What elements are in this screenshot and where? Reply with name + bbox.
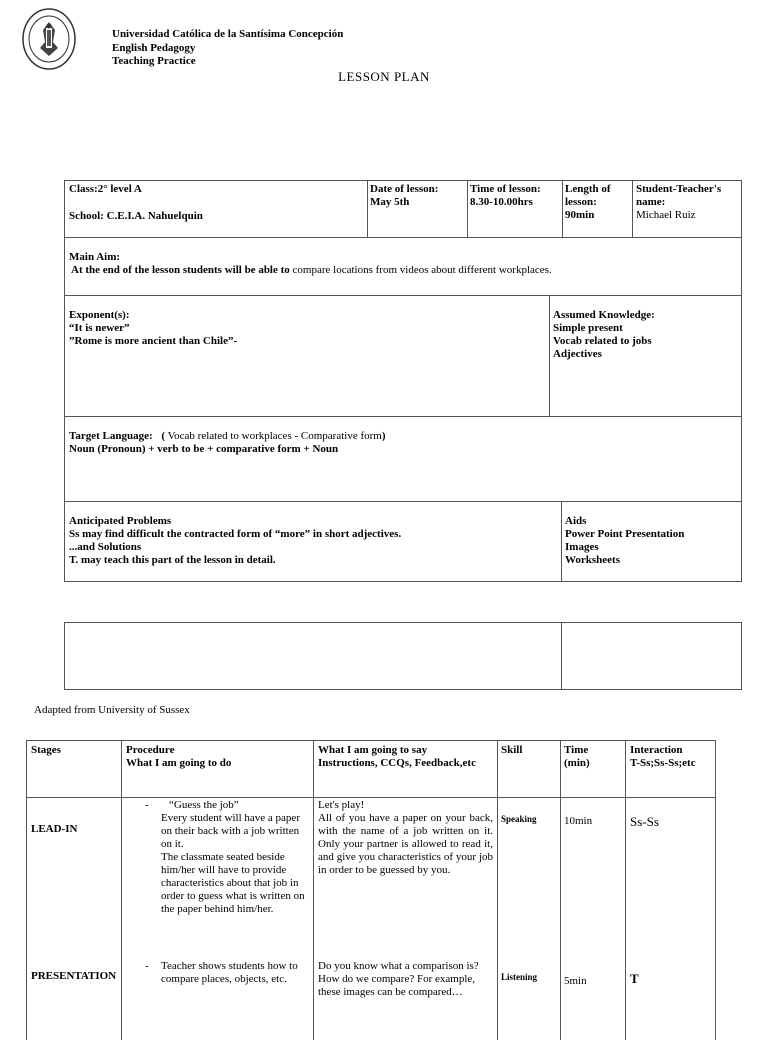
procedure-text: The classmate seated beside him/her will have to provide characteristics about that job in order to guess what is written on the paper behind him/her. [161,851,305,915]
assumed-item: Adjectives [553,348,602,360]
stage-presentation: PRESENTATION [31,970,117,982]
skill-value: Listening [501,972,538,982]
main-aim-lead: At the end of the lesson students will be able to [71,264,290,276]
empty-notes-box [64,622,742,690]
skill-value: Speaking [501,814,537,824]
length-value: 90min [565,209,595,221]
class-label: Class:2° level A [69,183,142,195]
course-name: Teaching Practice [112,55,196,67]
header-skill: Skill [501,744,523,756]
solutions-label: ...and Solutions [69,541,142,553]
lesson-info-table: Class:2° level A School: C.E.I.A. Nahuelquin Date of lesson: May 5th Time of lesson: 8.30-10.00hrs Length of lesson: 90min Student-Teacher's name: Michael Ruiz Main Aim: At the end of the lesson students will be able to compare locations from videos about different workplaces. Exponent(s): “It is newer” ”Rome is more ancient than Chile”- Assumed Knowledge: Simple present Vocab related to jobs Adjectives Target Language: ( Vocab related to workplaces - Comparative form) Noun (Pronoun) + verb to be + comparative form + Noun Anticipated Problems Ss may find difficult the contracted form of “more” in short adjectives. ...and Solutions T. may teach this part of the lesson in detail. Aids Power Point Presentation Images Worksheets [64,180,742,582]
header-interaction-sub: T-Ss;Ss-Ss;etc [630,757,696,769]
aid-item: Power Point Presentation [565,528,685,540]
aid-item: Worksheets [565,554,620,566]
time-label: Time of lesson: [470,183,541,195]
teacher-value: Michael Ruiz [636,209,696,221]
header-time-sub: (min) [564,757,590,769]
date-label: Date of lesson: [370,183,439,195]
target-language-label: Target Language: [69,430,153,442]
teacher-label: Student-Teacher's name: [636,183,722,208]
stages-table [26,740,716,1040]
header-stages: Stages [31,744,61,756]
university-seal-icon [22,8,76,70]
interaction-value: Ss-Ss [630,814,659,829]
time-value: 8.30-10.00hrs [470,196,533,208]
header-procedure: Procedure [126,744,175,756]
procedure-text: Every student will have a paper on their back with a job written on it. [161,812,300,850]
procedure-title: “Guess the job” [169,799,239,811]
header-interaction: Interaction [630,744,683,756]
say-text: Let's play! [318,799,365,811]
say-text: Do you know what a comparison is? How do we compare? For example, these images can be compared… [318,960,479,998]
assumed-item: Vocab related to jobs [553,335,652,347]
exponent-2: ”Rome is more ancient than Chile”- [69,335,238,347]
assumed-knowledge-label: Assumed Knowledge: [553,309,655,321]
school-label: School: C.E.I.A. Nahuelquin [69,210,203,222]
header-procedure-sub: What I am going to do [126,757,232,769]
program-name: English Pedagogy [112,41,196,54]
main-aim-text: compare locations from videos about different workplaces. [292,264,552,276]
stage-lead-in: LEAD-IN [31,823,78,835]
anticipated-problems-label: Anticipated Problems [69,515,172,527]
date-value: May 5th [370,196,410,208]
bullet-dash: - [145,960,149,972]
procedure-text: Teacher shows students how to compare places, objects, etc. [161,960,298,985]
exponent-1: “It is newer” [69,322,130,334]
main-aim-label: Main Aim: [69,251,121,263]
assumed-item: Simple present [553,322,623,334]
header-time: Time [564,744,589,756]
adapted-note: Adapted from University of Sussex [34,704,190,716]
length-label: Length of lesson: [565,183,611,208]
time-value: 10min [564,815,593,827]
time-value: 5min [564,975,587,987]
say-text: All of you have a paper on your back, with the name of a job written on it. Only your partner is allowed to read it, and give you characteristics of your job in order to be guessed by you. [318,812,493,876]
problem-text: Ss may find difficult the contracted form of “more” in short adjectives. [69,528,402,540]
solution-text: T. may teach this part of the lesson in detail. [69,554,276,566]
page-title: LESSON PLAN [338,69,430,84]
aid-item: Images [565,541,599,553]
exponents-label: Exponent(s): [69,309,130,321]
university-name: Universidad Católica de la Santísima Concepción [112,28,344,40]
bullet-dash: - [145,799,149,811]
header-say-sub: Instructions, CCQs, Feedback,etc [318,757,476,769]
target-language-text: Vocab related to workplaces - Comparative form [167,430,382,442]
header-say: What I am going to say [318,744,428,756]
interaction-value: T [630,971,639,986]
aids-label: Aids [565,515,587,527]
target-formula: Noun (Pronoun) + verb to be + comparative form + Noun [69,443,339,455]
